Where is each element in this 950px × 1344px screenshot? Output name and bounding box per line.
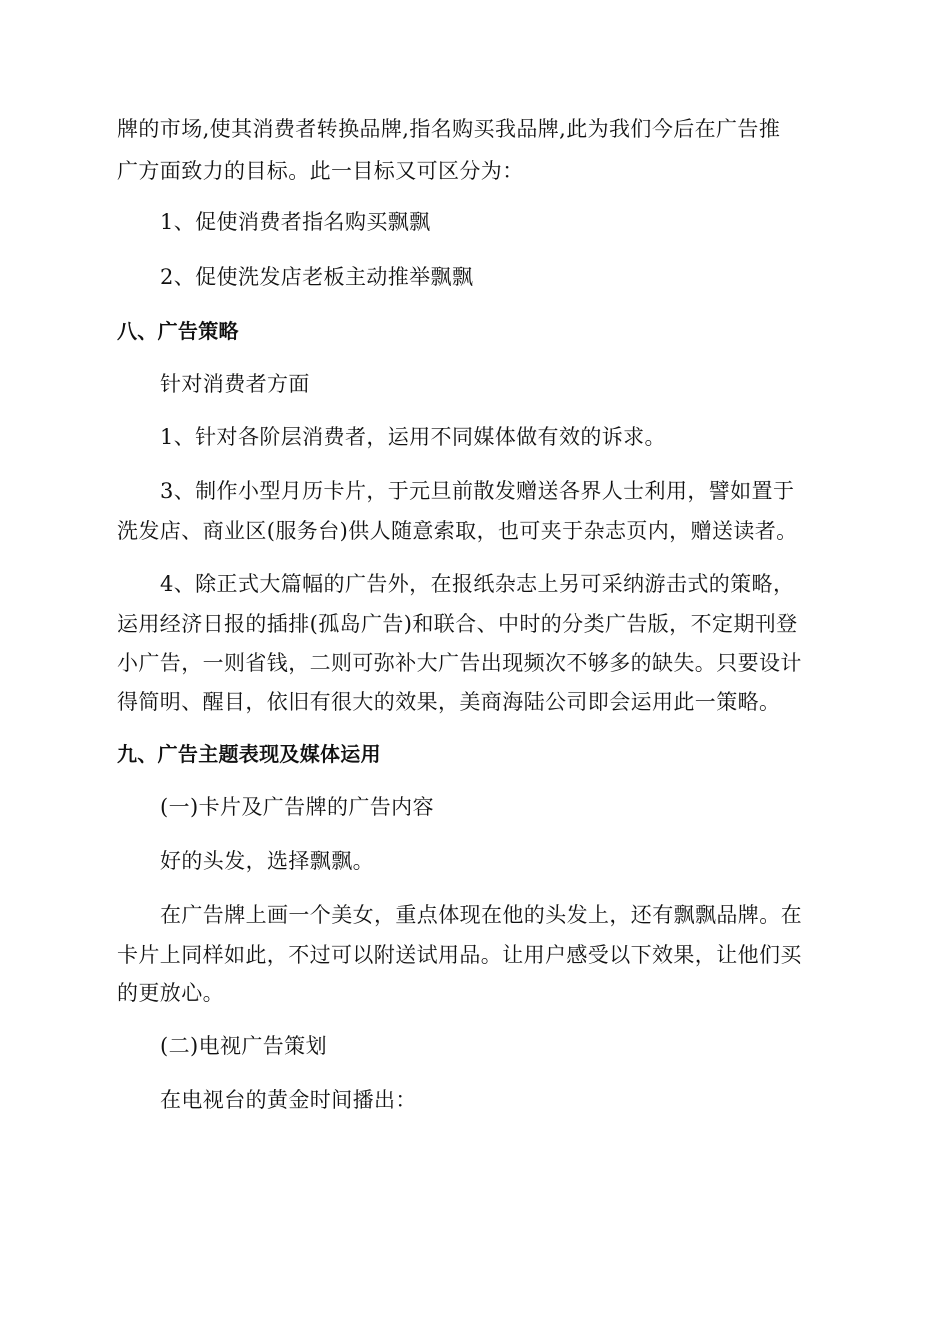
paragraph-line: 在广告牌上画一个美女，重点体现在他的头发上，还有飘飘品牌。在 xyxy=(160,903,802,927)
list-item: 1、促使消费者指名购买飘飘 xyxy=(160,210,431,234)
section-heading-8: 八、广告策略 xyxy=(117,319,239,343)
paragraph-line: 广方面致力的目标。此一目标又可区分为： xyxy=(117,159,524,183)
paragraph-line: 在电视台的黄金时间播出： xyxy=(160,1088,417,1112)
paragraph-line: 的更放心。 xyxy=(117,981,224,1005)
paragraph-line: 洗发店、商业区(服务台)供人随意索取，也可夹于杂志页内，赠送读者。 xyxy=(117,519,798,543)
list-item: 4、除正式大篇幅的广告外，在报纸杂志上另可采纳游击式的策略， xyxy=(160,572,795,596)
paragraph-line: 运用经济日报的插排(孤岛广告)和联合、中时的分类广告版，不定期刊登 xyxy=(117,612,798,636)
list-item: 3、制作小型月历卡片，于元旦前散发赠送各界人士利用，譬如置于 xyxy=(160,479,795,503)
paragraph-line: 好的头发，选择飘飘。 xyxy=(160,849,374,873)
paragraph-line: 牌的市场,使其消费者转换品牌,指名购买我品牌,此为我们今后在广告推 xyxy=(117,117,781,141)
list-item: 2、促使洗发店老板主动推举飘飘 xyxy=(160,265,474,289)
list-item: 1、针对各阶层消费者，运用不同媒体做有效的诉求。 xyxy=(160,425,666,449)
paragraph-line: 小广告，一则省钱，二则可弥补大广告出现频次不够多的缺失。只要设计 xyxy=(117,651,802,675)
subsection-heading: (一)卡片及广告牌的广告内容 xyxy=(160,795,434,819)
paragraph-line: 针对消费者方面 xyxy=(160,372,310,396)
paragraph-line: 卡片上同样如此，不过可以附送试用品。让用户感受以下效果，让他们买 xyxy=(117,943,802,967)
paragraph-line: 得简明、醒目，依旧有很大的效果，美商海陆公司即会运用此一策略。 xyxy=(117,690,781,714)
subsection-heading: (二)电视广告策划 xyxy=(160,1034,327,1058)
section-heading-9: 九、广告主题表现及媒体运用 xyxy=(117,742,381,766)
